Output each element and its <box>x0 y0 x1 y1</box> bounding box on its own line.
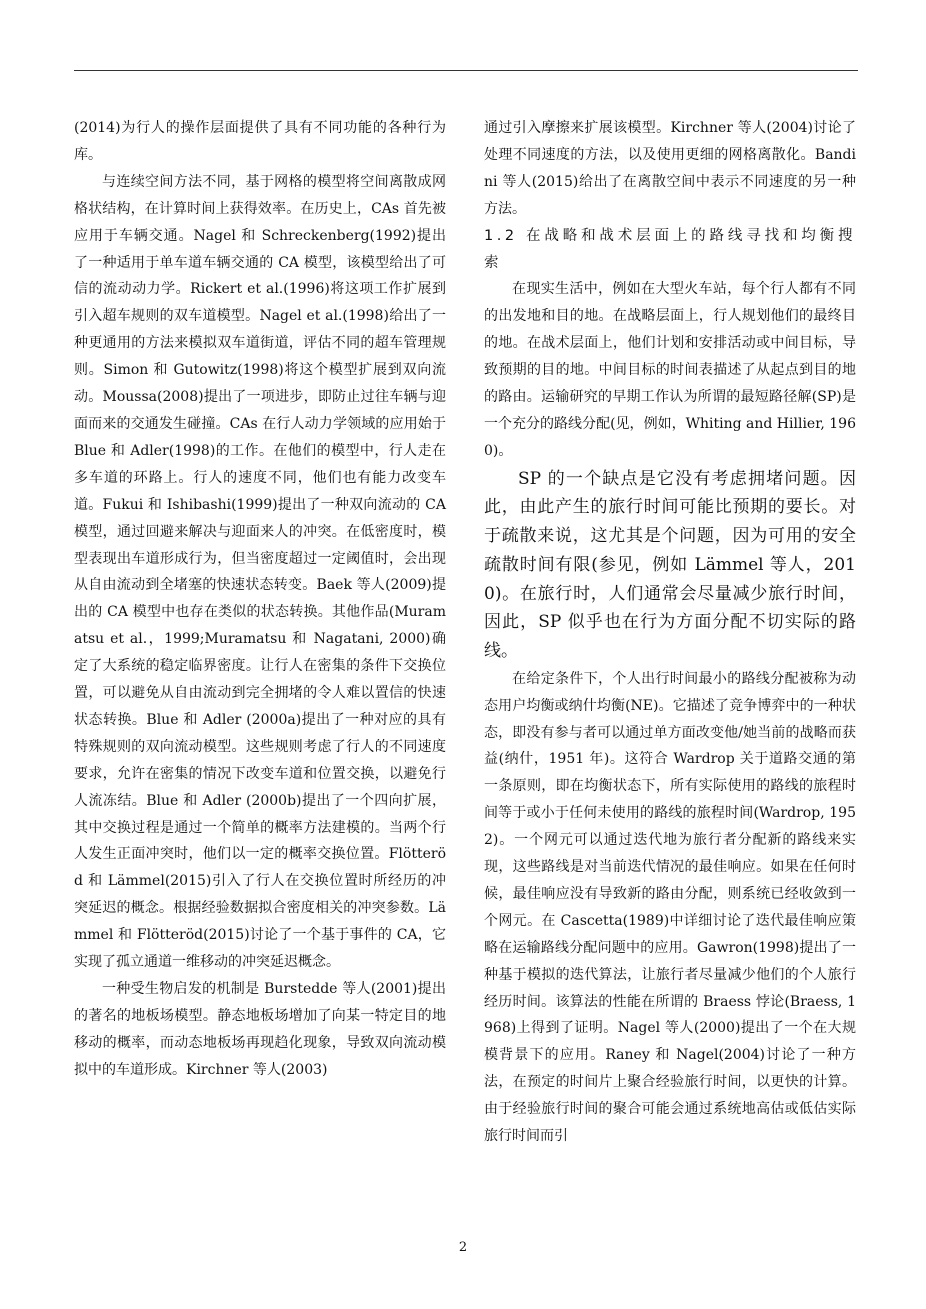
page-number: 2 <box>458 1240 468 1255</box>
paragraph-grid-models: 与连续空间方法不同，基于网格的模型将空间离散成网格状结构，在计算时间上获得效率。在历史上，CAs 首先被应用于车辆交通。Nagel 和 Schreckenberg(1992)提出了一种适用于单车道车辆交通的 CA 模型，该模型给出了可信的流动动力学。Rickert et al.(1996)将这项工作扩展到引入超车规则的双车道模型。Nagel et al.(1998)给出了一种更通用的方法来模拟双车道街道，评估不同的超车管理规则。Simon 和 Gutowitz(1998)将这个模型扩展到双向流动。Moussa(2008)提出了一项进步，即防止过往车辆与迎面而来的交通发生碰撞。CAs 在行人动力学领域的应用始于 Blue 和 Adler(1998)的工作。在他们的模型中，行人走在多车道的环路上。行人的速度不同，他们也有能力改变车道。Fukui 和 Ishibashi(1999)提出了一种双向流动的 CA 模型，通过回避来解决与迎面来人的冲突。在低密度时，模型表现出车道形成行为，但当密度超过一定阈值时，会出现从自由流动到全堵塞的快速状态转变。Baek 等人(2009)提出的 CA 模型中也存在类似的状态转换。其他作品(Muramatsu et al.，1999;Muramatsu 和 Nagatani, 2000)确定了大系统的稳定临界密度。让行人在密集的条件下交换位置，可以避免从自由流动到完全拥堵的令人难以置信的快速状态转换。Blue 和 Adler (2000a)提出了一种对应的具有特殊规则的双向流动模型。这些规则考虑了行人的不同速度要求，允许在密集的情况下改变车道和位置交换，以避免行人流冻结。Blue 和 Adler (2000b)提出了一个四向扩展，其中交换过程是通过一个简单的概率方法建模的。当两个行人发生正面冲突时，他们以一定的概率交换位置。Flötteröd 和 Lämmel(2015)引入了行人在交换位置时所经历的冲突延迟的概念。根据经验数据拟合密度相关的冲突参数。Lämmel 和 Flötteröd(2015)讨论了一个基于事件的 CA，它实现了孤立通道一维移动的冲突延迟概念。 <box>74 173 446 971</box>
right-column <box>484 115 856 1150</box>
paragraph-nash-equilibrium: 在给定条件下，个人出行时间最小的路线分配被称为动态用户均衡或纳什均衡(NE)。它描述了竞争博弈中的一种状态，即没有参与者可以通过单方面改变他/她当前的战略而获益(纳什，1951 年)。这符合 Wardrop 关于道路交通的第一条原则，即在均衡状态下，所有实际使用的路线的旅程时间等于或小于任何未使用的路线的旅程时间(Wardrop, 1952)。一个网元可以通过迭代地为旅行者分配新的路线来实现，这些路线是对当前迭代情况的最佳响应。如果在任何时候，最佳响应没有导致新的路由分配，则系统已经收敛到一个网元。在 Cascetta(1989)中详细讨论了迭代最佳响应策略在运输路线分配问题中的应用。Gawron(1998)提出了一种基于模拟的迭代算法，让旅行者尽量减少他们的个人旅行经历时间。该算法的性能在所谓的 Braess 悖论(Braess, 1968)上得到了证明。Nagel 等人(2000)提出了一个在大规模背景下的应用。Raney 和 Nagel(2004)讨论了一种方法，在预定的时间片上聚合经验旅行时间，以更快的计算。由于经验旅行时间的聚合可能会通过系统地高估或低估实际旅行时间而引 <box>484 670 856 1145</box>
paragraph-sp-drawback: SP 的一个缺点是它没有考虑拥堵问题。因此，由此产生的旅行时间可能比预期的要长。对于疏散来说，这尤其是个问题，因为可用的安全疏散时间有限(参见，例如 Lämmel 等人，2010)。在旅行时，人们通常会尽量减少旅行时间，因此，SP 似乎也在行为方面分配不切实际的路线。 <box>484 468 856 661</box>
paragraph-continued-right: 通过引入摩擦来扩展该模型。Kirchner 等人(2004)讨论了处理不同速度的方法，以及使用更细的网格离散化。Bandini 等人(2015)给出了在离散空间中表示不同速度的另一种方法。 <box>484 120 856 217</box>
paragraph-floor-field: 一种受生物启发的机制是 Burstedde 等人(2001)提出的著名的地板场模型。静态地板场增加了向某一特定目的地移动的概率，而动态地板场再现趋化现象，导致双向流动模拟中的车道形成。Kirchner 等人(2003) <box>74 981 446 1078</box>
header-rule <box>74 70 858 71</box>
left-column <box>74 115 446 1084</box>
paragraph-continued: (2014)为行人的操作层面提供了具有不同功能的各种行为库。 <box>74 120 446 163</box>
section-heading: 1.2 在战略和战术层面上的路线寻找和均衡搜索 <box>484 227 856 271</box>
paragraph-route-finding: 在现实生活中，例如在大型火车站，每个行人都有不同的出发地和目的地。在战略层面上，行人规划他们的最终目的地。在战术层面上，他们计划和安排活动或中间目标，导致预期的目的地。中间目标的时间表描述了从起点到目的地的路由。运输研究的早期工作认为所谓的最短路径解(SP)是一个充分的路线分配(见，例如，Whiting and Hillier, 1960)。 <box>484 281 856 459</box>
